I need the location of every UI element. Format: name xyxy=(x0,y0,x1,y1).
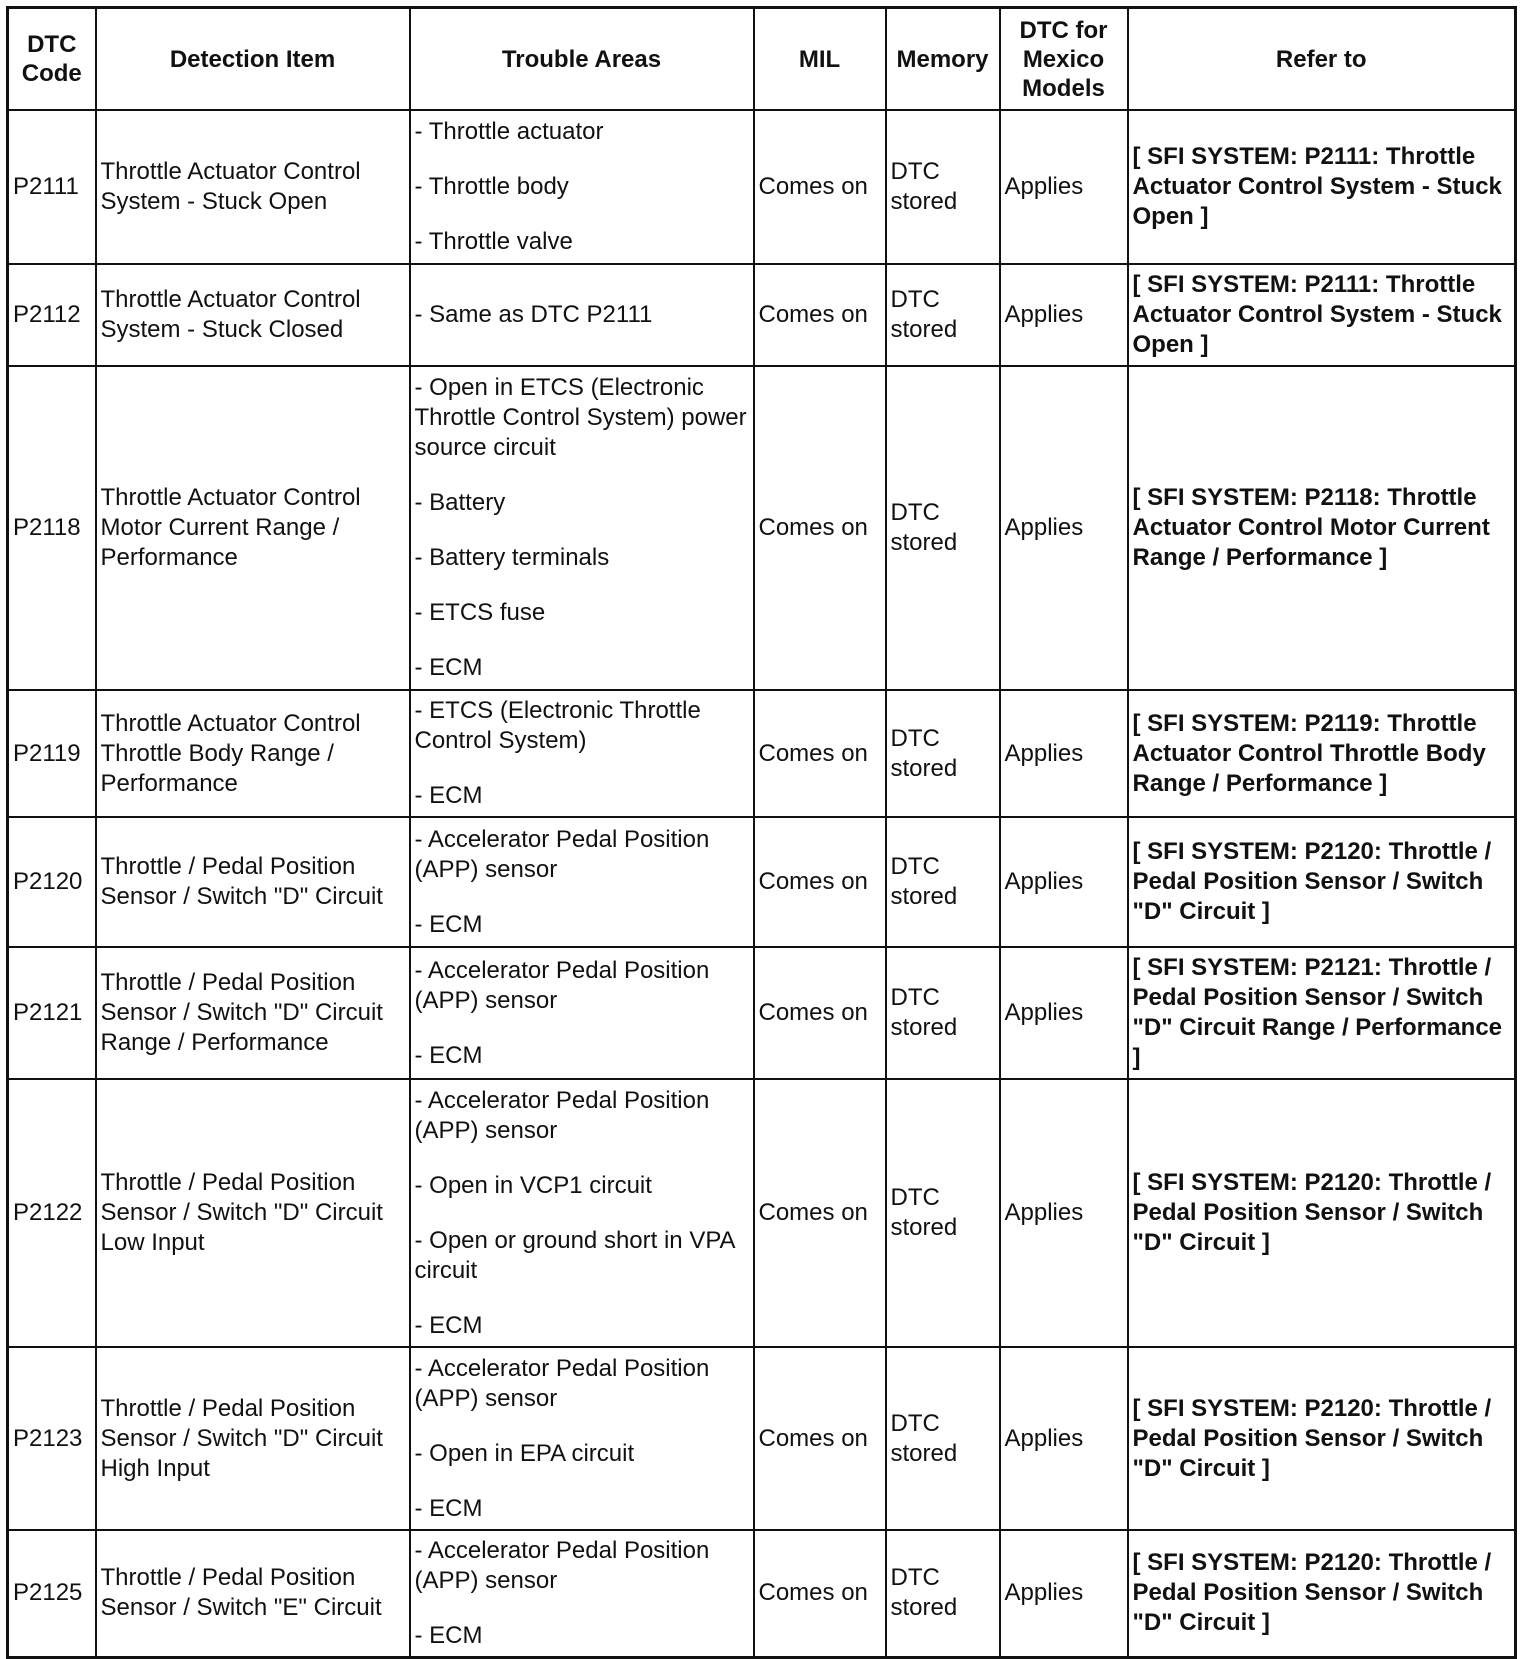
trouble-area-spacer xyxy=(415,1596,749,1621)
mexico-models-cell: Applies xyxy=(1000,1530,1128,1657)
memory-cell: DTC stored xyxy=(886,690,1000,817)
trouble-areas-cell xyxy=(410,1530,754,1657)
dtc-code-cell: P2122 xyxy=(8,1079,96,1347)
trouble-area-spacer xyxy=(415,518,749,543)
refer-to-link: [ SFI SYSTEM: P2118: Throttle Actuator Control Motor Current Range / Performance ] xyxy=(1128,366,1516,690)
dtc-code-cell: P2119 xyxy=(8,690,96,817)
trouble-area-spacer xyxy=(415,1414,749,1439)
header-row xyxy=(8,8,1516,111)
mexico-models-cell: Applies xyxy=(1000,817,1128,947)
mexico-models-cell: Applies xyxy=(1000,110,1128,264)
header-detection-item: Detection Item xyxy=(96,8,410,111)
trouble-areas-cell xyxy=(410,110,754,264)
refer-to-link: [ SFI SYSTEM: P2120: Throttle / Pedal Position Sensor / Switch "D" Circuit ] xyxy=(1128,1530,1516,1657)
header-dtc-code: DTC Code xyxy=(8,8,96,111)
trouble-areas-cell xyxy=(410,817,754,947)
table-row xyxy=(8,690,1516,817)
dtc-code-cell: P2111 xyxy=(8,110,96,264)
dtc-table xyxy=(6,6,1517,1659)
detection-item-cell: Throttle / Pedal Position Sensor / Switch "D" Circuit High Input xyxy=(96,1347,410,1530)
detection-item-cell: Throttle / Pedal Position Sensor / Switch "D" Circuit Range / Performance xyxy=(96,947,410,1079)
detection-item-cell: Throttle / Pedal Position Sensor / Switch "E" Circuit xyxy=(96,1530,410,1657)
trouble-area-item: - ECM xyxy=(414,782,483,809)
trouble-areas-cell xyxy=(410,1079,754,1347)
trouble-area-item: - Battery terminals xyxy=(414,544,610,571)
trouble-area-spacer xyxy=(415,1146,749,1171)
trouble-area-item: - Throttle body xyxy=(414,173,569,200)
mexico-models-cell: Applies xyxy=(1000,264,1128,366)
mil-cell: Comes on xyxy=(754,110,886,264)
trouble-area-item: - Throttle valve xyxy=(414,228,573,255)
trouble-areas-cell xyxy=(410,1347,754,1530)
trouble-area-item: - ETCS fuse xyxy=(414,599,546,626)
dtc-code-cell: P2125 xyxy=(8,1530,96,1657)
trouble-area-item: - Open in VCP1 circuit xyxy=(414,1171,652,1199)
trouble-area-item: - Accelerator Pedal Position (APP) sensor xyxy=(414,1354,710,1412)
mil-cell: Comes on xyxy=(754,817,886,947)
trouble-area-item: - Open in ETCS (Electronic Throttle Control System) power source circuit xyxy=(414,374,747,461)
trouble-area-item: - ECM xyxy=(414,654,483,681)
trouble-area-spacer xyxy=(415,1469,749,1494)
memory-cell: DTC stored xyxy=(886,110,1000,264)
dtc-table-container xyxy=(6,6,1514,1659)
mil-cell: Comes on xyxy=(754,264,886,366)
trouble-area-spacer xyxy=(415,628,749,653)
mexico-models-cell: Applies xyxy=(1000,1079,1128,1347)
detection-item-cell: Throttle Actuator Control Motor Current Range / Performance xyxy=(96,366,410,690)
trouble-area-spacer xyxy=(415,573,749,598)
memory-cell: DTC stored xyxy=(886,1347,1000,1530)
trouble-area-item: - Accelerator Pedal Position (APP) sensor xyxy=(414,956,710,1014)
trouble-area-item: - ECM xyxy=(414,1311,483,1339)
mil-cell: Comes on xyxy=(754,366,886,690)
dtc-code-cell: P2123 xyxy=(8,1347,96,1530)
trouble-areas-cell xyxy=(410,690,754,817)
table-row xyxy=(8,947,1516,1079)
mexico-models-cell: Applies xyxy=(1000,366,1128,690)
trouble-area-item: - ECM xyxy=(414,1041,483,1069)
trouble-area-item: - Same as DTC P2111 xyxy=(414,301,653,328)
trouble-area-item: - Throttle actuator xyxy=(414,118,604,145)
memory-cell: DTC stored xyxy=(886,1530,1000,1657)
trouble-area-item: - Open in EPA circuit xyxy=(414,1439,635,1467)
mil-cell: Comes on xyxy=(754,690,886,817)
trouble-area-spacer xyxy=(415,202,749,227)
mil-cell: Comes on xyxy=(754,1079,886,1347)
memory-cell: DTC stored xyxy=(886,366,1000,690)
header-trouble-areas: Trouble Areas xyxy=(410,8,754,111)
header-refer-to: Refer to xyxy=(1128,8,1516,111)
mexico-models-cell: Applies xyxy=(1000,690,1128,817)
trouble-area-item: - ETCS (Electronic Throttle Control System) xyxy=(414,697,701,754)
header-mil: MIL xyxy=(754,8,886,111)
trouble-area-spacer xyxy=(415,1016,749,1041)
dtc-code-cell: P2121 xyxy=(8,947,96,1079)
table-row xyxy=(8,264,1516,366)
refer-to-link: [ SFI SYSTEM: P2119: Throttle Actuator Control Throttle Body Range / Performance ] xyxy=(1128,690,1516,817)
trouble-area-item: - ECM xyxy=(414,1494,483,1522)
refer-to-link: [ SFI SYSTEM: P2111: Throttle Actuator Control System - Stuck Open ] xyxy=(1128,110,1516,264)
mil-cell: Comes on xyxy=(754,1347,886,1530)
table-row xyxy=(8,366,1516,690)
trouble-area-item: - Battery xyxy=(414,489,506,516)
table-row xyxy=(8,817,1516,947)
trouble-area-item: - Accelerator Pedal Position (APP) sensor xyxy=(414,1536,710,1594)
memory-cell: DTC stored xyxy=(886,1079,1000,1347)
detection-item-cell: Throttle Actuator Control System - Stuck Open xyxy=(96,110,410,264)
detection-item-cell: Throttle Actuator Control Throttle Body Range / Performance xyxy=(96,690,410,817)
trouble-areas-cell xyxy=(410,947,754,1079)
dtc-code-cell: P2120 xyxy=(8,817,96,947)
trouble-area-spacer xyxy=(415,1201,749,1226)
header-memory: Memory xyxy=(886,8,1000,111)
detection-item-cell: Throttle / Pedal Position Sensor / Switch "D" Circuit xyxy=(96,817,410,947)
refer-to-link: [ SFI SYSTEM: P2111: Throttle Actuator Control System - Stuck Open ] xyxy=(1128,264,1516,366)
trouble-area-item: - ECM xyxy=(414,910,483,938)
mil-cell: Comes on xyxy=(754,1530,886,1657)
memory-cell: DTC stored xyxy=(886,947,1000,1079)
table-row xyxy=(8,1079,1516,1347)
trouble-area-spacer xyxy=(415,147,749,172)
dtc-code-cell: P2112 xyxy=(8,264,96,366)
memory-cell: DTC stored xyxy=(886,264,1000,366)
trouble-area-item: - Accelerator Pedal Position (APP) sensor xyxy=(414,1086,710,1144)
table-row xyxy=(8,1530,1516,1657)
trouble-area-spacer xyxy=(415,756,749,781)
refer-to-link: [ SFI SYSTEM: P2120: Throttle / Pedal Position Sensor / Switch "D" Circuit ] xyxy=(1128,1079,1516,1347)
trouble-areas-cell xyxy=(410,264,754,366)
header-mexico-models: DTC for Mexico Models xyxy=(1000,8,1128,111)
memory-cell: DTC stored xyxy=(886,817,1000,947)
trouble-area-item: - Open or ground short in VPA circuit xyxy=(414,1226,735,1284)
trouble-area-spacer xyxy=(415,463,749,488)
refer-to-link: [ SFI SYSTEM: P2120: Throttle / Pedal Position Sensor / Switch "D" Circuit ] xyxy=(1128,817,1516,947)
mexico-models-cell: Applies xyxy=(1000,1347,1128,1530)
mil-cell: Comes on xyxy=(754,947,886,1079)
trouble-area-spacer xyxy=(415,885,749,910)
trouble-area-item: - ECM xyxy=(414,1621,483,1649)
table-row xyxy=(8,110,1516,264)
trouble-area-item: - Accelerator Pedal Position (APP) sensor xyxy=(414,825,710,883)
detection-item-cell: Throttle Actuator Control System - Stuck Closed xyxy=(96,264,410,366)
refer-to-link: [ SFI SYSTEM: P2120: Throttle / Pedal Position Sensor / Switch "D" Circuit ] xyxy=(1128,1347,1516,1530)
trouble-area-spacer xyxy=(415,1286,749,1311)
trouble-areas-cell xyxy=(410,366,754,690)
table-row xyxy=(8,1347,1516,1530)
refer-to-link: [ SFI SYSTEM: P2121: Throttle / Pedal Position Sensor / Switch "D" Circuit Range / Performance ] xyxy=(1128,947,1516,1079)
mexico-models-cell: Applies xyxy=(1000,947,1128,1079)
dtc-code-cell: P2118 xyxy=(8,366,96,690)
detection-item-cell: Throttle / Pedal Position Sensor / Switch "D" Circuit Low Input xyxy=(96,1079,410,1347)
